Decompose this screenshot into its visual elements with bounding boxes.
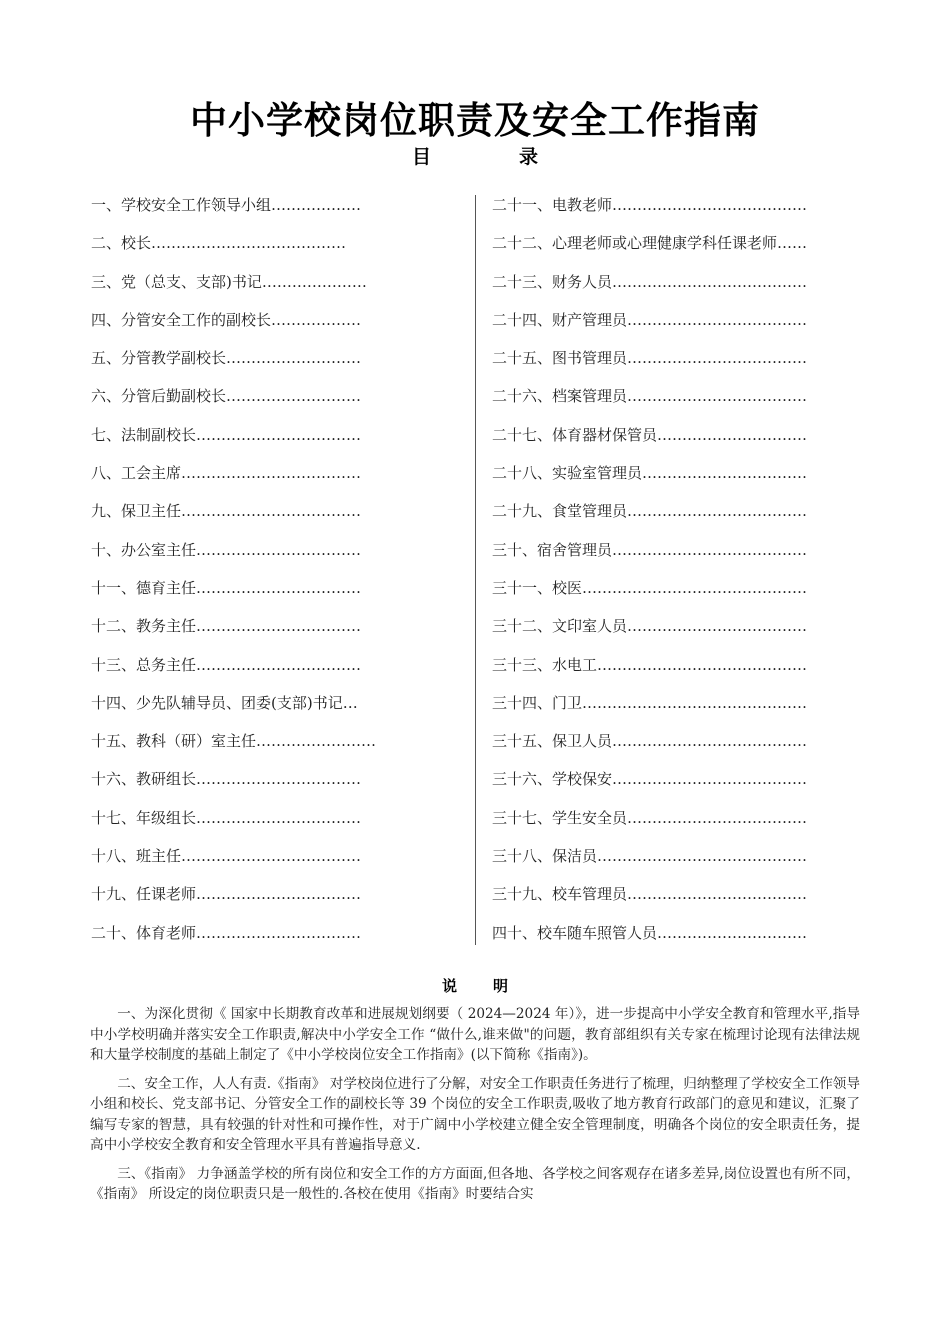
toc-item: 十二、教务主任……………………………: [91, 617, 362, 636]
toc-item: 十四、少先队辅导员、团委(支部)书记…: [91, 693, 358, 712]
toc-item: 七、法制副校长……………………………: [91, 425, 362, 444]
toc-item: 十三、总务主任……………………………: [91, 655, 362, 674]
toc-item: 三十九、校车管理员………………………………: [492, 885, 808, 904]
toc-item: 二十八、实验室管理员……………………………: [492, 464, 808, 483]
toc-heading-right: 录: [519, 146, 539, 168]
notes-paragraph: 三、《指南》 力争涵盖学校的所有岗位和安全工作的方方面面,但各地、各学校之间客观存在诸多差异,岗位设置也有所不同，《指南》 所设定的岗位职责只是一般性的.各校在使用《指南》时要结合实: [90, 1165, 860, 1202]
notes-heading-left: 说: [441, 977, 457, 995]
toc-item: 五、分管教学副校长………………………: [91, 349, 362, 368]
toc-item: 二十五、图书管理员………………………………: [492, 349, 808, 368]
toc-item: 一、学校安全工作领导小组………………: [91, 196, 362, 214]
toc-item: 四十、校车随车照管人员…………………………: [492, 923, 808, 942]
toc-item: 三十八、保洁员……………………………………: [492, 847, 808, 866]
toc-item: 二十六、档案管理员………………………………: [492, 387, 808, 406]
toc-item: 六、分管后勤副校长………………………: [91, 387, 362, 406]
toc-item: 二十三、财务人员…………………………………: [492, 272, 808, 291]
toc-item: 三十二、文印室人员………………………………: [492, 617, 808, 636]
toc-item: 十七、年级组长……………………………: [91, 808, 362, 827]
toc-item: 二十四、财产管理员………………………………: [492, 310, 808, 329]
toc-item: 九、保卫主任………………………………: [91, 502, 362, 521]
notes-paragraph: 一、为深化贯彻《 国家中长期教育改革和进展规划纲要（ 2024—2024 年）》，进一步提高中小学安全教育和管理水平,指导中小学校明确并落实安全工作职责,解决中小学安全工作 “做什么,谁来做"的问题，教育部组织有关专家在梳理讨论现有法律法规和大量学校制度的基础上制定了《中小学校岗位安全工作指南》(以下简称《指南》)。: [90, 1006, 860, 1063]
toc-item: 三十七、学生安全员………………………………: [492, 808, 808, 827]
toc-item: 十八、班主任………………………………: [91, 847, 362, 866]
toc-item: 八、工会主席………………………………: [91, 464, 362, 483]
toc-item: 二十一、电教老师…………………………………: [492, 196, 808, 214]
toc-item: 三十四、门卫………………………………………: [492, 693, 808, 712]
toc-item: 十、办公室主任……………………………: [91, 540, 362, 559]
toc-item: 二十二、心理老师或心理健康学科任课老师……: [492, 234, 808, 253]
toc-item: 四、分管安全工作的副校长………………: [91, 310, 362, 329]
toc-item: 二十九、食堂管理员………………………………: [492, 502, 808, 521]
toc-item: 三十一、校医………………………………………: [492, 578, 808, 597]
toc-item: 十一、德育主任……………………………: [91, 578, 362, 597]
page-title: 中小学校岗位职责及安全工作指南: [190, 99, 760, 142]
notes-heading-right: 明: [493, 977, 509, 995]
toc-left-column: [91, 193, 461, 959]
toc-heading: [0, 142, 950, 169]
toc-item: 三十五、保卫人员…………………………………: [492, 732, 808, 751]
toc-item: 二、校长…………………………………: [91, 234, 347, 253]
toc-item: 二十、体育老师……………………………: [91, 923, 362, 942]
toc-item: 三十三、水电工……………………………………: [492, 655, 808, 674]
notes-paragraph: 二、安全工作，人人有责.《指南》 对学校岗位进行了分解，对安全工作职责任务进行了梳理，归纳整理了学校安全工作领导小组和校长、党支部书记、分管安全工作的副校长等 39 个岗位的安全工作职责,吸收了地方教育行政部门的意见和建议，汇聚了编写专家的智慧，具有较强的针对性和可操作性，对于广阔中小学校建立健全安全管理制度，明确各个岗位的安全职责任务，提高中小学校安全教育和安全管理水平具有普遍指导意义.: [90, 1075, 860, 1153]
toc-item: 十六、教研组长……………………………: [91, 770, 362, 789]
toc-item: 十九、任课老师……………………………: [91, 885, 362, 904]
toc-heading-left: 目: [411, 146, 431, 168]
toc-item: 三十六、学校保安…………………………………: [492, 770, 808, 789]
toc-item: 二十七、体育器材保管员…………………………: [492, 425, 808, 444]
toc-item: 三、党（总支、支部)书记…………………: [91, 272, 367, 291]
notes-heading: [0, 975, 950, 996]
toc-column-divider: [475, 195, 476, 945]
toc-right-column: [492, 193, 862, 959]
toc-item: 三十、宿舍管理员…………………………………: [492, 540, 808, 559]
notes-body: [90, 1004, 860, 1213]
toc-item: 十五、教科（研）室主任……………………: [91, 732, 377, 751]
